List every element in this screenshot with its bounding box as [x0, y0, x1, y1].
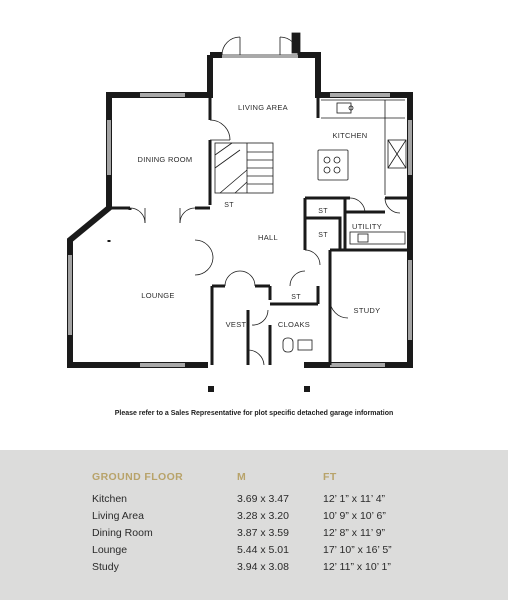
room-name: Lounge — [92, 544, 128, 556]
label-living-area: LIVING AREA — [238, 103, 288, 112]
schedule-row — [0, 493, 508, 510]
label-store-2: ST — [318, 232, 328, 239]
room-name: Study — [92, 561, 119, 573]
room-metric: 5.44 x 5.01 — [237, 544, 289, 556]
label-store-1: ST — [318, 208, 328, 215]
room-name: Living Area — [92, 510, 144, 522]
room-imperial: 12’ 1” x 11’ 4” — [323, 493, 386, 505]
room-schedule — [0, 450, 508, 600]
staircase — [215, 143, 273, 193]
label-store-3: ST — [291, 294, 301, 301]
room-metric: 3.94 x 3.08 — [237, 561, 289, 573]
room-metric: 3.69 x 3.47 — [237, 493, 289, 505]
room-imperial: 12’ 11” x 10’ 1” — [323, 561, 391, 573]
label-store-stairs: ST — [224, 202, 234, 209]
room-name: Kitchen — [92, 493, 128, 505]
label-study: STUDY — [353, 306, 381, 315]
room-imperial: 12’ 8” x 11’ 9” — [323, 527, 386, 539]
schedule-row — [0, 561, 508, 578]
label-kitchen: KITCHEN — [332, 131, 368, 140]
schedule-row — [0, 527, 508, 544]
floor-label: GROUND FLOOR — [92, 471, 184, 483]
schedule-row — [0, 510, 508, 527]
room-imperial: 10’ 9” x 10’ 6” — [323, 510, 386, 522]
label-hall: HALL — [258, 233, 278, 242]
label-lounge: LOUNGE — [141, 291, 175, 300]
room-metric: 3.87 x 3.59 — [237, 527, 289, 539]
label-utility: UTILITY — [351, 222, 383, 231]
room-imperial: 17’ 10” x 16’ 5” — [323, 544, 392, 556]
label-vest: VEST — [225, 320, 247, 329]
bay-doors — [222, 33, 300, 57]
schedule-row — [0, 544, 508, 561]
label-cloaks: CLOAKS — [277, 320, 311, 329]
imperial-header: FT — [323, 471, 337, 483]
room-name: Dining Room — [92, 527, 153, 539]
room-metric: 3.28 x 3.20 — [237, 510, 289, 522]
garage-note: Please refer to a Sales Representative for plot specific detached garage information — [114, 410, 394, 417]
label-dining-room: DINING ROOM — [137, 155, 193, 164]
outer-walls — [70, 55, 410, 365]
garage-markers — [208, 386, 310, 392]
metric-header: M — [237, 471, 247, 483]
